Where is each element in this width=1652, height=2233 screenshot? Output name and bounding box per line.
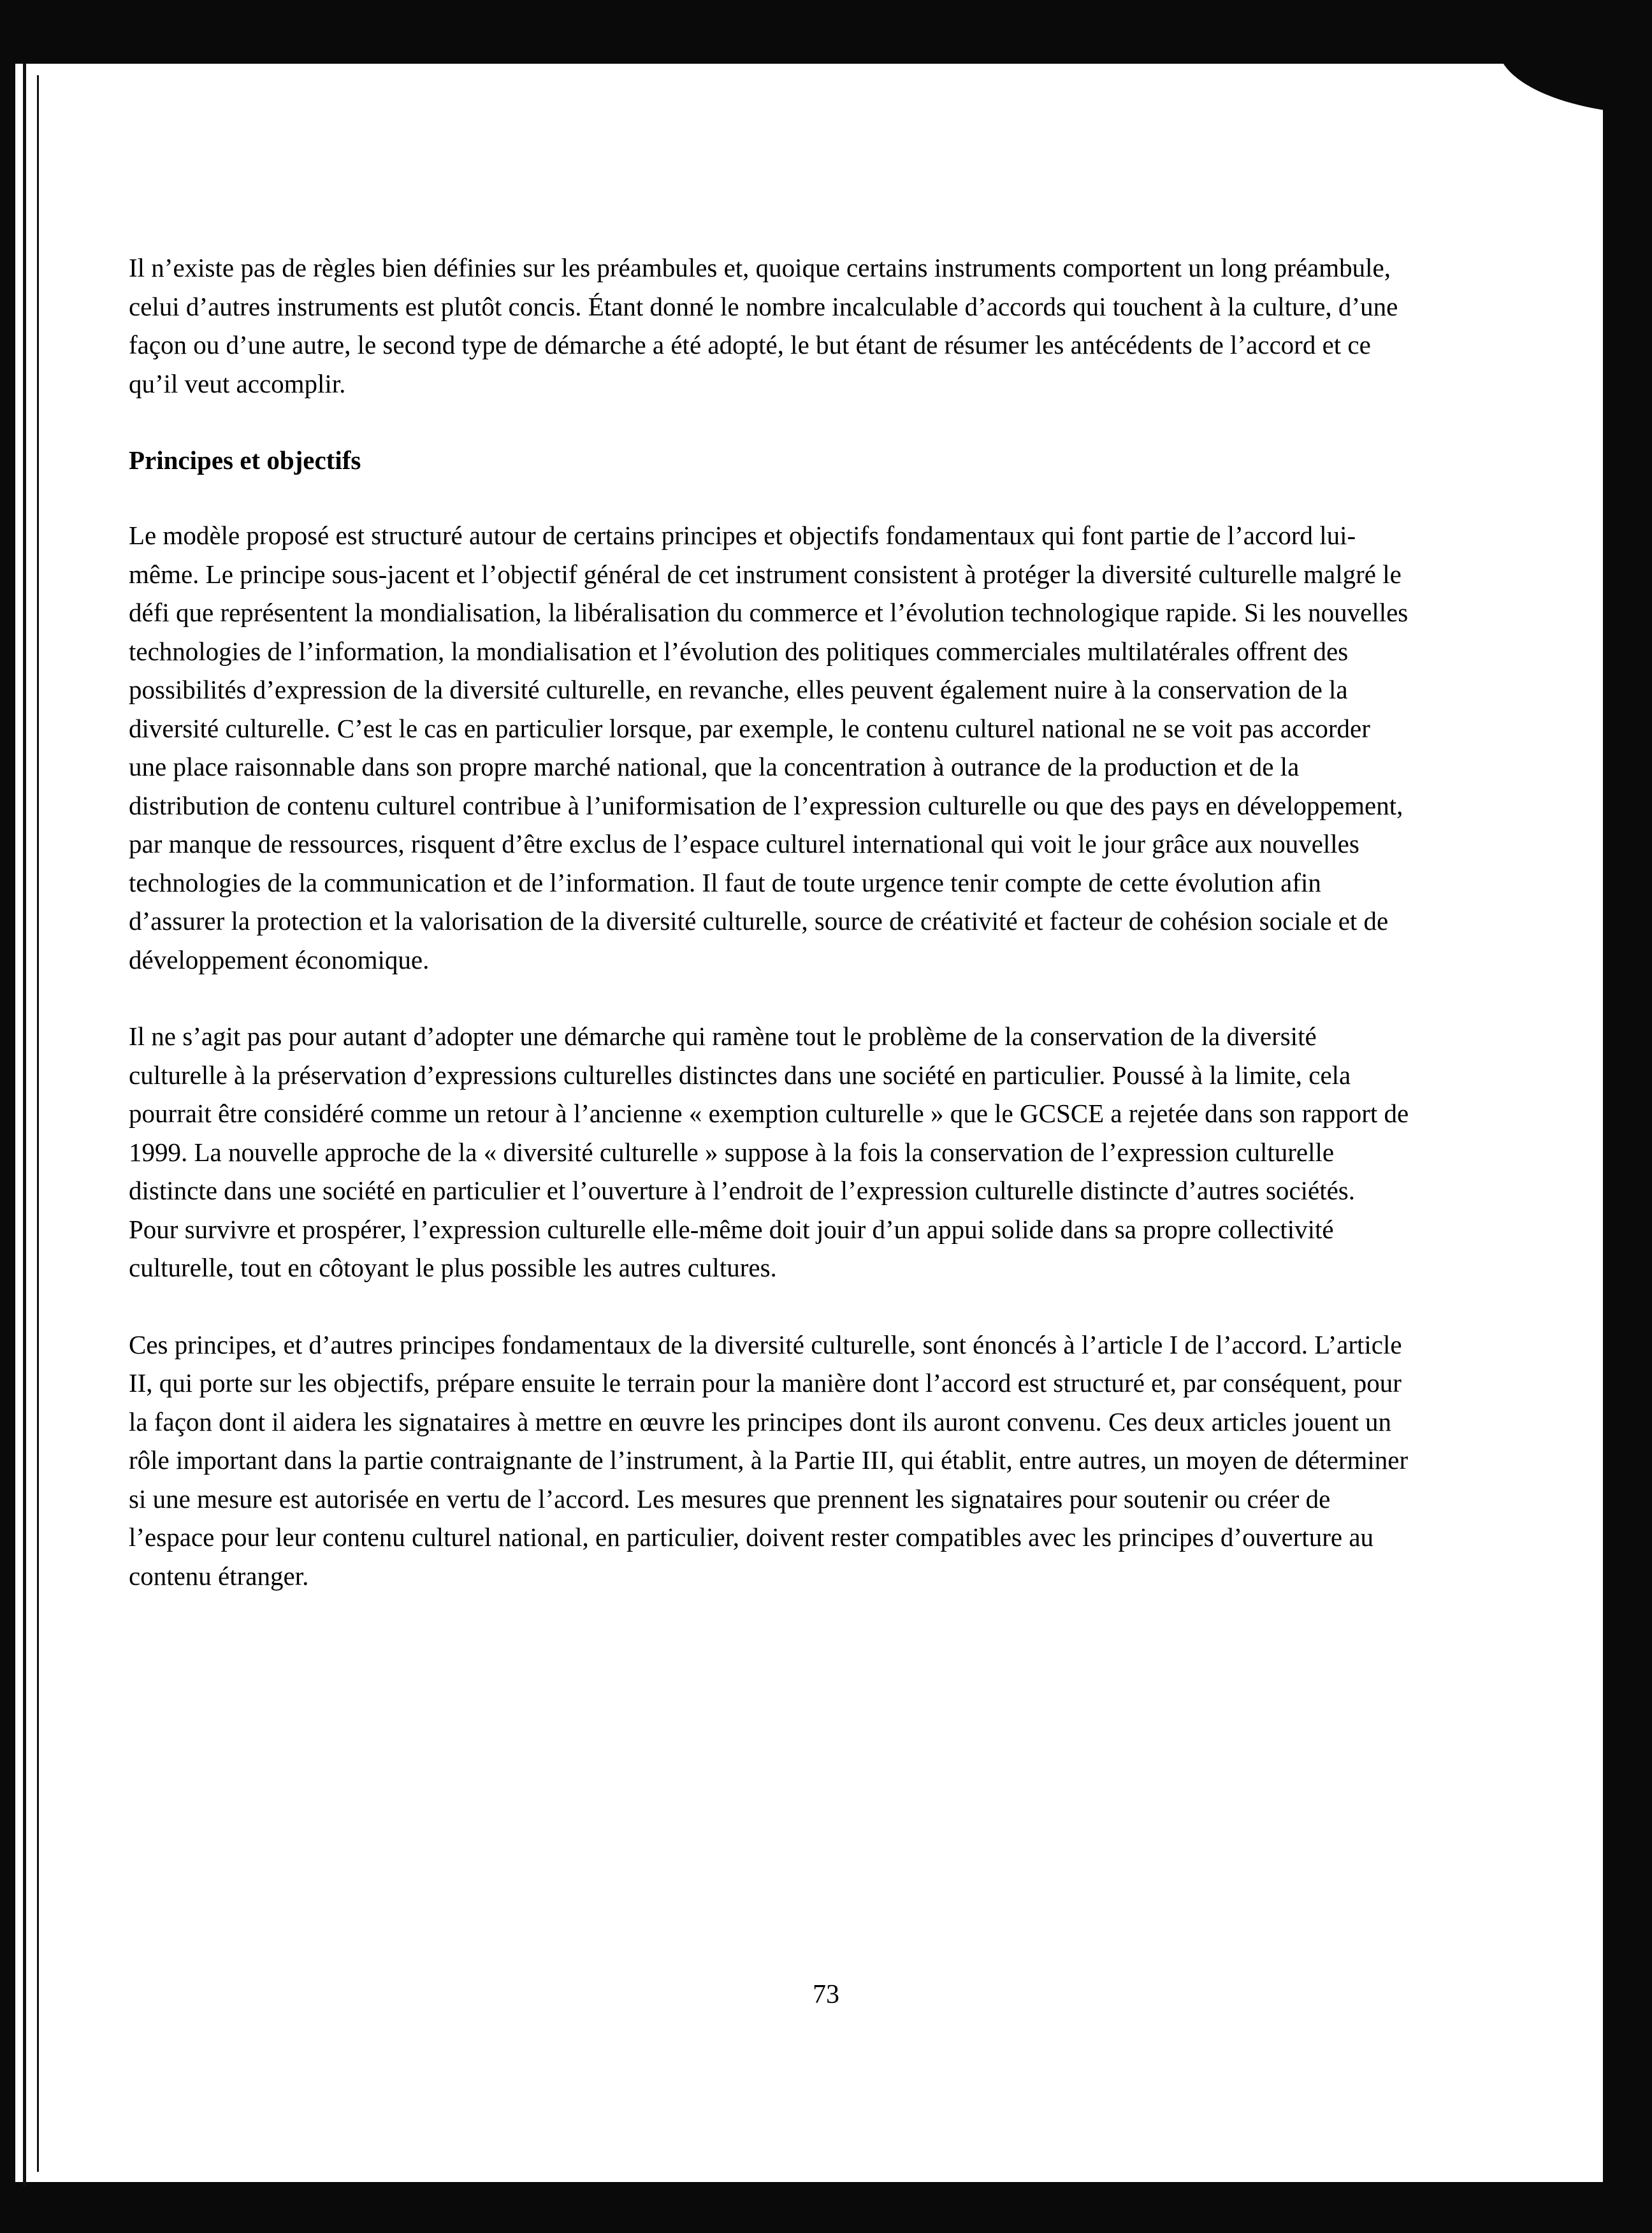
paragraph-preambles: Il n’existe pas de règles bien définies sur les préambules et, quoique certains instruments comportent un long préambule, celui d’autres instruments est plutôt concis. Étant donné le nombre incalculable d’accords qui touchent à la culture, d’une façon ou d’une autre, le second type de démarche a été adopté, le but étant de résumer les antécédents de l’accord et ce qu’il veut accomplir. <box>129 253 1398 398</box>
page-content <box>129 249 1410 1633</box>
scan-border-top <box>0 0 1652 64</box>
paragraph-articles: Ces principes, et d’autres principes fondamentaux de la diversité culturelle, sont énoncés à l’article I de l’accord. L’article II, qui porte sur les objectifs, prépare ensuite le terrain pour la manière dont l’accord est structuré et, par conséquent, pour la façon dont il aidera les signataires à mettre en œuvre les principes dont ils auront convenu. Ces deux articles jouent un rôle important dans la partie contraignante de l’instrument, à la Partie III, qui établit, entre autres, un moyen de déterminer si une mesure est autorisée en vertu de l’accord. Les mesures que prennent les signataires pour soutenir ou créer de l’espace pour leur contenu culturel national, en particulier, doivent rester compatibles avec les principes d’ouverture au contenu étranger. <box>129 1329 1409 1591</box>
binding-rule-inner <box>37 75 39 2172</box>
scan-border-right <box>1603 0 1652 2233</box>
section-heading: Principes et objectifs <box>129 445 361 475</box>
scan-border-left <box>0 0 15 2233</box>
paragraph-model: Le modèle proposé est structuré autour de certains principes et objectifs fondamentaux qui font partie de l’accord lui-même. Le principe sous-jacent et l’objectif général de cet instrument consistent à protéger la diversité culturelle malgré le défi que représentent la mondialisation, la libéralisation du commerce et l’évolution technologique rapide. Si les nouvelles technologies de l’information, la mondialisation et l’évolution des politiques commerciales multilatérales offrent des possibilités d’expression de la diversité culturelle, en revanche, elles peuvent également nuire à la conservation de la diversité culturelle. C’est le cas en particulier lorsque, par exemple, le contenu culturel national ne se voit pas accorder une place raisonnable dans son propre marché national, que la concentration à outrance de la production et de la distribution de contenu culturel contribue à l’uniformisation de l’expression culturelle ou que des pays en développement, par manque de ressources, risquent d’être exclus de l’espace culturel international qui voit le jour grâce aux nouvelles technologies de la communication et de l’information. Il faut de toute urgence tenir compte de cette évolution afin d’assurer la protection et la valorisation de la diversité culturelle, source de créativité et facteur de cohésion sociale et de développement économique. <box>129 521 1409 974</box>
page-number: 73 <box>813 1980 839 2009</box>
paragraph-approach: Il ne s’agit pas pour autant d’adopter une démarche qui ramène tout le problème de la conservation de la diversité culturelle à la préservation d’expressions culturelles distinctes dans une société en particulier. Poussé à la limite, cela pourrait être considéré comme un retour à l’ancienne « exemption culturelle » que le GCSCE a rejetée dans son rapport de 1999. La nouvelle approche de la « diversité culturelle » suppose à la fois la conservation de l’expression culturelle distincte dans une société en particulier et l’ouverture à l’endroit de l’expression culturelle distincte d’autres sociétés. Pour survivre et prospérer, l’expression culturelle elle-même doit jouir d’un appui solide dans sa propre collectivité culturelle, tout en côtoyant le plus possible les autres cultures. <box>129 1022 1409 1282</box>
binding-rule-outer <box>23 64 26 2186</box>
scan-border-bottom <box>0 2182 1652 2233</box>
